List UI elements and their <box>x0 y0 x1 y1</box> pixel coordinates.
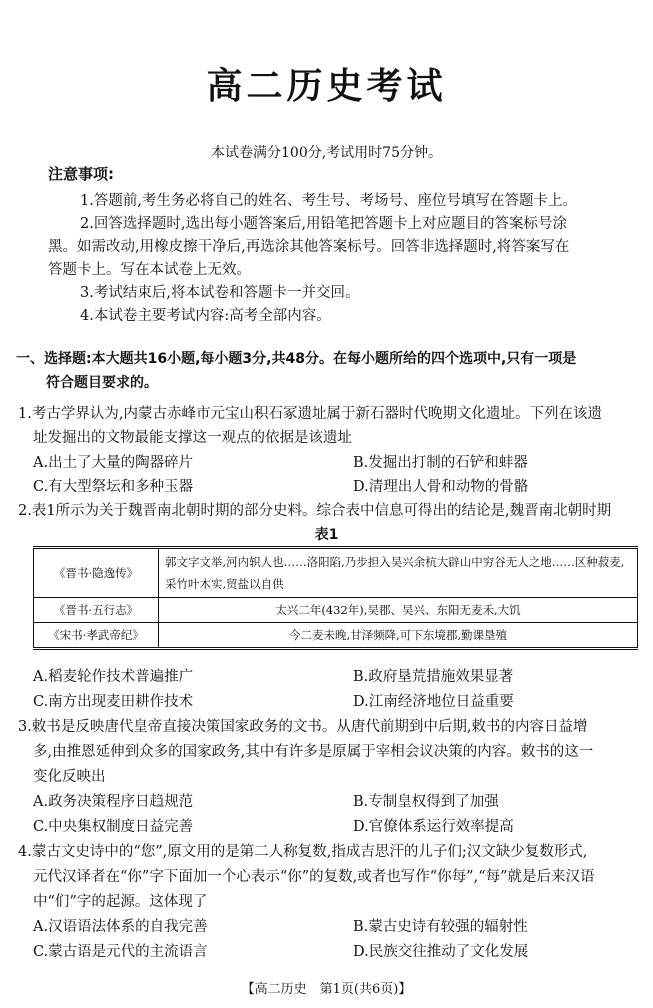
page-title: 高二历史考试 <box>206 66 447 107</box>
question-2-option-a[interactable]: A.稻麦轮作技术普遍推广 <box>33 669 194 685</box>
question-4-stem: 4.蒙古文史诗中的“您”,原文用的是第二人称复数,指成吉思汗的儿子们;汉文缺少复数形式, <box>18 844 588 860</box>
question-2-option-b[interactable]: B.政府垦荒措施效果显著 <box>353 669 514 685</box>
table-caption: 表1 <box>314 527 339 543</box>
question-2-option-c[interactable]: C.南方出现麦田耕作技术 <box>33 694 194 710</box>
notice-line: 2.回答选择题时,选出每小题答案后,用铅笔把答题卡上对应题目的答案标号涂 <box>80 216 568 232</box>
question-4-stem: 中“们”字的起源。这体现了 <box>33 894 208 910</box>
question-1-stem: 1.考古学界认为,内蒙古赤峰市元宝山积石冢遗址属于新石器时代晚期文化遗址。下列在该遗 <box>18 406 602 422</box>
question-1-option-d[interactable]: D.清理出人骨和动物的骨骼 <box>353 479 529 495</box>
source-table <box>33 546 638 650</box>
question-3-option-c[interactable]: C.中央集权制度日益完善 <box>33 819 194 835</box>
notice-line: 4.本试卷主要考试内容:高考全部内容。 <box>80 308 331 324</box>
notice-heading: 注意事项: <box>48 165 114 183</box>
question-1-option-a[interactable]: A.出土了大量的陶器碎片 <box>33 455 194 471</box>
table-cell-book: 《晋书·五行志》 <box>34 598 159 623</box>
table-cell-text: 今二麦未晚,甘泽频降,可下东境郡,勤课垦殖 <box>159 623 638 649</box>
page-footer: 【高二历史 第1页(共6页)】 <box>241 982 412 997</box>
section-heading-line: 一、选择题:本大题共16小题,每小题3分,共48分。在每小题所给的四个选项中,只有一项是 <box>16 351 577 367</box>
table-cell-text: 太兴二年(432年),吴郡、吴兴、东阳无麦禾,大饥 <box>159 598 638 623</box>
question-3-stem: 变化反映出 <box>33 769 106 785</box>
question-1-option-c[interactable]: C.有大型祭坛和多种玉器 <box>33 479 194 495</box>
question-2-option-d[interactable]: D.江南经济地位日益重要 <box>353 694 514 710</box>
question-3-stem: 多,由推恩延伸到众多的国家政务,其中有许多是原属于宰相会议决策的内容。敕书的这一 <box>33 744 594 760</box>
table-cell-book: 《宋书·孝武帝纪》 <box>34 623 159 649</box>
question-3-option-a[interactable]: A.政务决策程序日趋规范 <box>33 794 194 810</box>
question-3-option-b[interactable]: B.专制皇权得到了加强 <box>353 794 499 810</box>
notice-line: 答题卡上。写在本试卷上无效。 <box>48 262 251 278</box>
exam-subtitle: 本试卷满分100分,考试用时75分钟。 <box>211 145 442 161</box>
question-4-option-c[interactable]: C.蒙古语是元代的主流语言 <box>33 944 208 960</box>
question-4-option-d[interactable]: D.民族交往推动了文化发展 <box>353 944 529 960</box>
question-4-stem: 元代汉译者在“你”字下面加一个心表示“你”的复数,或者也写作“你每”,“每”就是后来汉语 <box>33 869 595 885</box>
notice-line: 3.考试结束后,将本试卷和答题卡一并交回。 <box>80 285 360 301</box>
question-4-option-a[interactable]: A.汉语语法体系的自我完善 <box>33 919 208 935</box>
question-2-stem: 2.表1所示为关于魏晋南北朝时期的部分史料。综合表中信息可得出的结论是,魏晋南北朝时期 <box>18 503 612 519</box>
section-heading-line: 符合题目要求的。 <box>46 375 158 391</box>
question-4-option-b[interactable]: B.蒙古史诗有较强的辐射性 <box>353 919 528 935</box>
notice-line: 1.答题前,考生务必将自己的姓名、考生号、考场号、座位号填写在答题卡上。 <box>80 193 577 209</box>
table-row <box>34 548 638 598</box>
question-1-option-b[interactable]: B.发掘出打制的石铲和蚌器 <box>353 455 528 471</box>
question-1-stem: 址发掘出的文物最能支撑这一观点的依据是该遗址 <box>33 430 352 446</box>
table-row <box>34 598 638 623</box>
question-3-stem: 3.敕书是反映唐代皇帝直接决策国家政务的文书。从唐代前期到中后期,敕书的内容日益增 <box>18 719 588 735</box>
table-row <box>34 623 638 649</box>
notice-line: 黑。如需改动,用橡皮擦干净后,再选涂其他答案标号。回答非选择题时,将答案写在 <box>48 239 570 255</box>
table-cell-text: 郭文字文举,河内轵人也……洛阳陷,乃步担入吴兴余杭大辟山中穷谷无人之地……区种菽麦,采竹叶木实,贸盐以自供 <box>159 548 638 598</box>
section-heading <box>16 347 638 395</box>
table-cell-book: 《晋书·隐逸传》 <box>34 548 159 598</box>
question-3-option-d[interactable]: D.官僚体系运行效率提高 <box>353 819 514 835</box>
